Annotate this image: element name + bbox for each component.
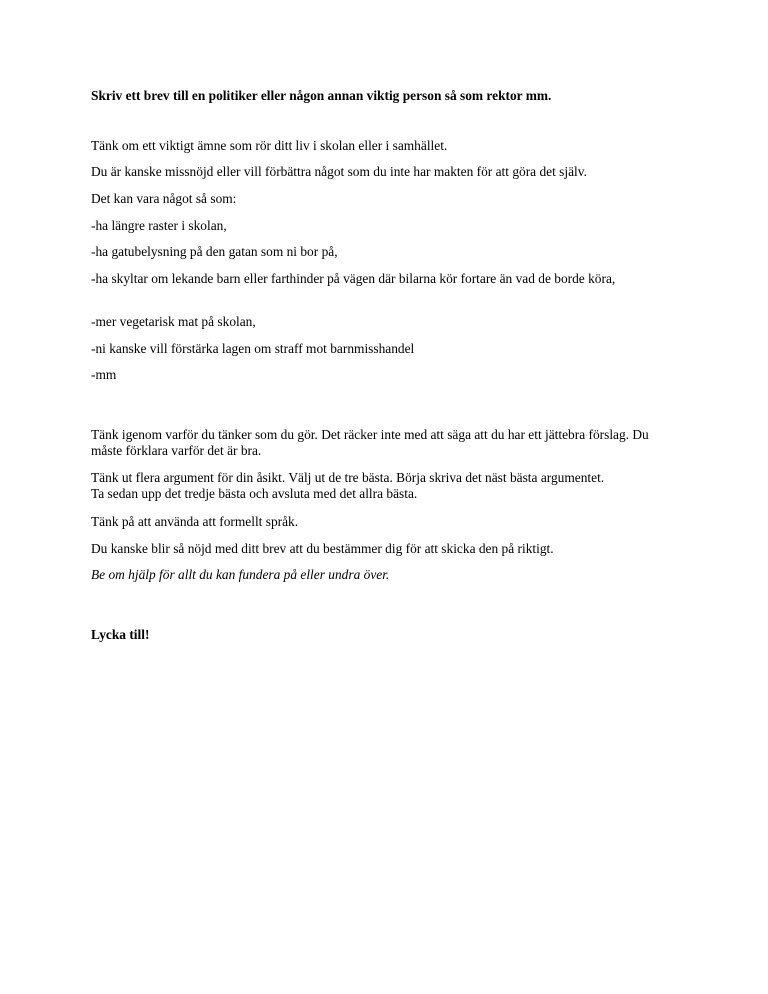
instruction-paragraph: Tänk igenom varför du tänker som du gör. Det räcker inte med att säga att du har ett jättebra förslag. Du måste förklara varför det är bra. — [91, 427, 649, 458]
example-item: -ha längre raster i skolan, — [91, 218, 227, 233]
instruction-paragraph: Tänk på att använda att formellt språk. — [91, 514, 299, 529]
instruction-paragraph: Tänk ut flera argument för din åsikt. Välj ut de tre bästa. Börja skriva det näst bästa argumentet. Ta sedan upp det tredje bästa och avsluta med det allra bästa. — [91, 470, 605, 501]
example-item: -ha gatubelysning på den gatan som ni bor på, — [91, 244, 338, 259]
example-item: -ni kanske vill förstärka lagen om straff mot barnmisshandel — [91, 341, 415, 356]
instruction-paragraph: Du kanske blir så nöjd med ditt brev att du bestämmer dig för att skicka den på riktigt. — [91, 541, 554, 556]
intro-line: Det kan vara något så som: — [91, 191, 237, 206]
document-heading: Skriv ett brev till en politiker eller någon annan viktig person så som rektor mm. — [91, 88, 552, 103]
help-note: Be om hjälp för allt du kan fundera på eller undra över. — [91, 567, 390, 582]
intro-line: Tänk om ett viktigt ämne som rör ditt liv i skolan eller i samhället. — [91, 138, 448, 153]
closing-text: Lycka till! — [91, 627, 150, 642]
example-item: -mer vegetarisk mat på skolan, — [91, 314, 256, 329]
example-item: -ha skyltar om lekande barn eller farthinder på vägen där bilarna kör fortare än vad de borde köra, — [91, 271, 616, 286]
example-item: -mm — [91, 367, 117, 382]
intro-line: Du är kanske missnöjd eller vill förbättra något som du inte har makten för att göra det själv. — [91, 164, 587, 179]
